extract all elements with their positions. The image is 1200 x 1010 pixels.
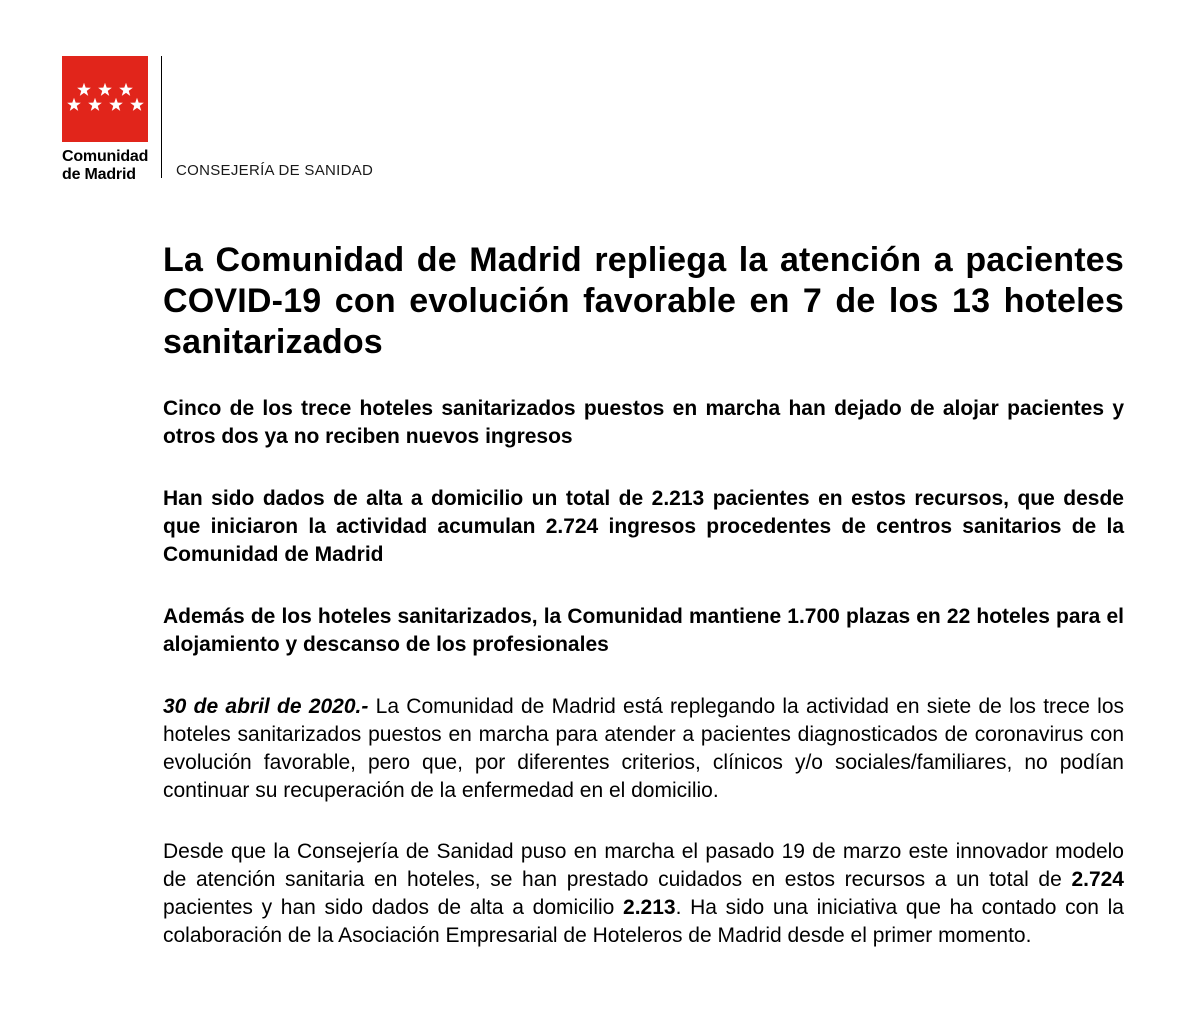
paragraph-2-text-c: . Ha sido una iniciativa que ha contado con la colaboración de la Asociación Empresarial de Hoteleros de Madrid desde el primer momento. [163,896,1124,947]
body-paragraph-2 [163,838,1124,950]
paragraph-2-text-a: Desde que la Consejería de Sanidad puso en marcha el pasado 19 de marzo este innovador modelo de atención sanitaria en hoteles, se han prestado cuidados en estos recursos a un total de [163,840,1124,891]
seven-stars-flag-icon [62,56,148,142]
department-name: CONSEJERÍA DE SANIDAD [176,162,374,179]
subheadings [163,395,1124,659]
subheading-3: Además de los hoteles sanitarizados, la Comunidad mantiene 1.700 plazas en 22 hoteles para el alojamiento y descanso de los profesionales [163,605,1124,656]
organization-name [62,148,154,184]
organization-name-line-1: Comunidad [62,148,149,165]
subheading-2: Han sido dados de alta a domicilio un total de 2.213 pacientes en estos recursos, que desde que iniciaron la actividad acumulan 2.724 ingresos procedentes de centros sanitarios de la Comunidad de Madrid [163,487,1124,566]
page-header [0,0,1200,190]
dateline: 30 de abril de 2020.- [163,695,369,718]
paragraph-2-text-b: pacientes y han sido dados de alta a domicilio [163,896,624,919]
paragraph-1-text: La Comunidad de Madrid está replegando la actividad en siete de los trece los hoteles sanitarizados puestos en marcha para atender a pacientes diagnosticados de coronavirus con evolución favorable, pero que, por diferentes criterios, clínicos y/o sociales/familiares, no podían continuar su recuperación de la enfermedad en el domicilio. [163,695,1124,802]
headline: La Comunidad de Madrid repliega la atención a pacientes COVID-19 con evolución favorable en 7 de los 13 hoteles sanitarizados [163,241,1124,361]
comunidad-madrid-logo [62,56,148,142]
header-divider [161,56,162,178]
press-release [163,240,1124,983]
subheading-1: Cinco de los trece hoteles sanitarizados puestos en marcha han dejado de alojar pacientes y otros dos ya no reciben nuevos ingresos [163,397,1124,448]
patients-cared-count: 2.724 [1071,868,1124,891]
organization-name-line-2: de Madrid [62,166,136,183]
patients-discharged-count: 2.213 [623,896,676,919]
body-paragraph-1 [163,693,1124,805]
